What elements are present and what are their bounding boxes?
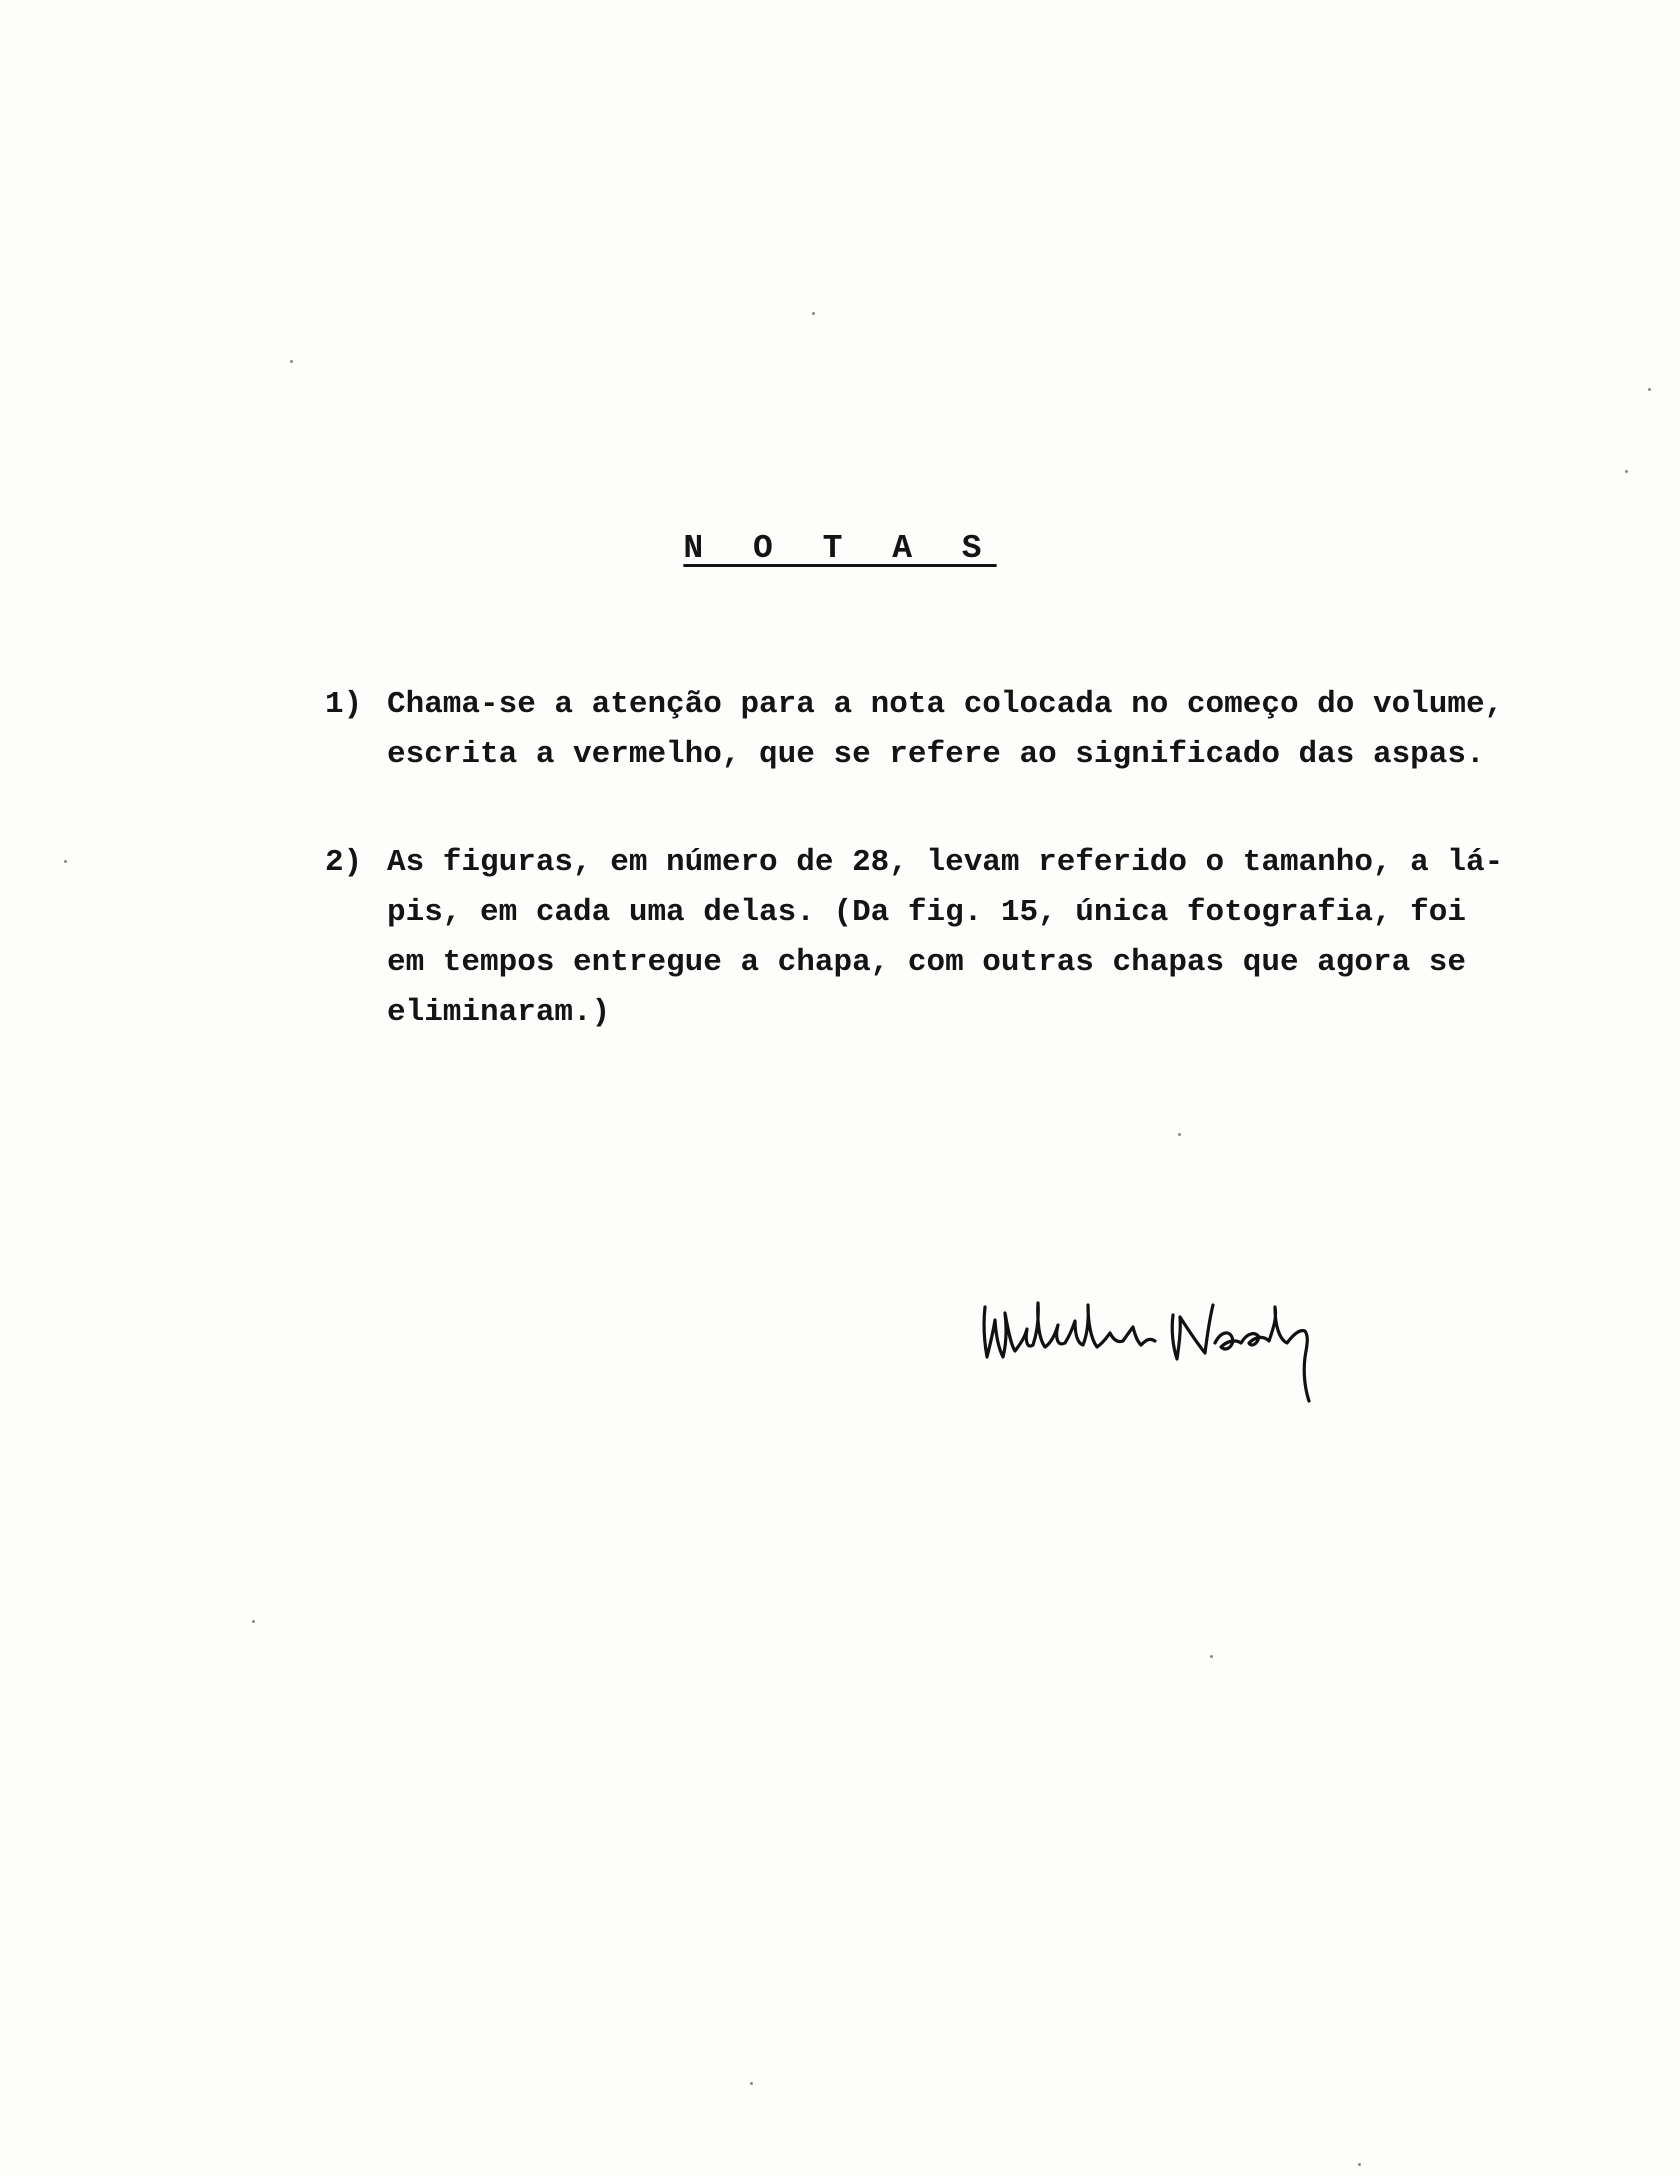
paper-speck (1625, 470, 1628, 473)
page-title: N O T A S (683, 530, 997, 567)
note-number: 2) (325, 845, 363, 880)
note-line: escrita a vermelho, que se refere ao significado das aspas. (387, 737, 1485, 772)
paper-speck (812, 312, 815, 315)
note-line: pis, em cada uma delas. (Da fig. 15, única fotografia, foi (387, 895, 1466, 930)
paper-speck (1358, 2163, 1361, 2166)
note-line: em tempos entregue a chapa, com outras chapas que agora se (387, 945, 1466, 980)
paper-speck (290, 360, 293, 363)
note-item (325, 680, 1635, 780)
signature-icon (975, 1285, 1335, 1415)
note-line: Chama-se a atenção para a nota colocada no começo do volume, (387, 687, 1504, 722)
paper-speck (1648, 388, 1651, 391)
paper-speck (64, 860, 67, 863)
paper-speck (750, 2082, 753, 2085)
note-number: 1) (325, 687, 363, 722)
note-item (325, 838, 1635, 1038)
note-line: As figuras, em número de 28, levam referido o tamanho, a lá- (387, 845, 1504, 880)
paper-speck (252, 1620, 255, 1623)
paper-speck (1178, 1133, 1181, 1136)
paper-speck (1210, 1655, 1213, 1658)
note-line: eliminaram.) (387, 995, 611, 1030)
